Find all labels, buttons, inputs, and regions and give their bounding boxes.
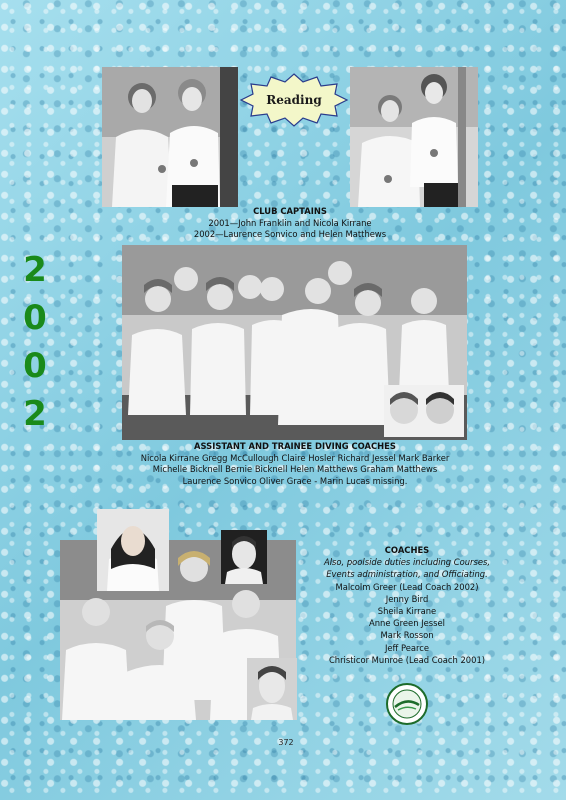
assistants-line: Michelle Bicknell Bernie Bicknell Helen Matthews Graham Matthews [152,464,438,474]
coach-name: Mark Rosson [380,630,434,641]
year-digit: 2 [23,250,47,290]
captains-heading: CLUB CAPTAINS [253,206,327,216]
year-digit: 2 [23,394,47,434]
reading-badge [237,70,351,130]
coach-portrait-photo [97,509,169,591]
coach-name: Jenny Bird [385,593,429,604]
coach-portrait-photo [247,658,297,720]
assistants-caption [110,441,480,487]
assistants-line: Nicola Kirrane Gregg McCullough Claire Hosler Richard Jessel Mark Barker [140,452,450,463]
assistants-line: Laurence Sonvico Oliver Grace - Marin Lucas missing. [182,475,408,486]
assistants-heading: ASSISTANT AND TRAINEE DIVING COACHES [194,441,396,451]
assistant-coaches-group-photo [122,245,467,440]
coach-name: Anne Green Jessel [368,618,445,629]
coaches-note: Events administration, and Officiating. [326,569,488,580]
captains-line: 2002—Laurence Sonvico and Helen Matthews [193,229,387,239]
captains-2001-photo [102,67,238,207]
coaches-note: Also, poolside duties including Courses, [323,557,491,568]
captains-caption [120,206,460,241]
coach-portrait-photo [221,530,267,584]
coach-name: Christicor Munroe (Lead Coach 2001) [328,654,486,665]
year-digit: 0 [23,298,47,338]
coach-name: Malcolm Greer (Lead Coach 2002) [335,581,479,592]
page-number: 372 [278,738,294,747]
year-vertical [22,246,48,438]
club-logo-icon [386,683,428,725]
year-digit: 0 [23,346,47,386]
captains-line: 2001—John Franklin and Nicola Kirrane [208,217,372,228]
coach-name: Sheila Kirrane [377,606,437,617]
coach-name: Jeff Pearce [384,642,430,653]
coaches-heading: COACHES [384,545,430,555]
reading-badge-text: Reading [266,93,322,107]
coaches-text-block [312,544,502,666]
captains-2002-photo [350,67,478,207]
